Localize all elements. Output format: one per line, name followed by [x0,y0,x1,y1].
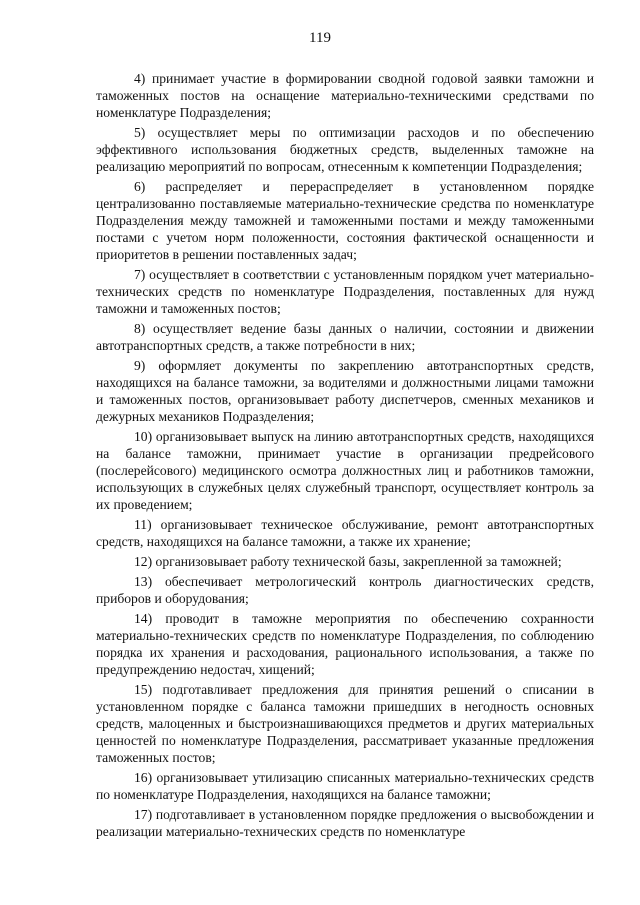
list-item: 6) распределяет и перераспределяет в установленном порядке централизованно поставляемые материально-технические средства по номенклатуре Подразделения между таможней и таможенными постами и между таможенными постами с учетом норм положенности, состояния фактической оснащенности и приоритетов в решении поставленных задач; [96,179,594,262]
list-item: 17) подготавливает в установленном порядке предложения о высвобождении и реализации материально-технических средств по номенклатуре [96,807,594,839]
list-item: 15) подготавливает предложения для принятия решений о списании в установленном порядке с баланса таможни пришедших в негодность основных средств, малоценных и быстроизнашивающихся предметов и других материальных ценностей по номенклатуре Подразделения, рассматривает указанные предложения таможенных постов; [96,682,594,765]
list-item: 14) проводит в таможне мероприятия по обеспечению сохранности материально-технических средств по номенклатуре Подразделения, по соблюдению порядка их хранения и расходования, рационального использования, а также по предупреждению недостач, хищений; [96,611,594,677]
list-item: 9) оформляет документы по закреплению автотранспортных средств, находящихся на балансе таможни, за водителями и должностными лицами таможни и таможенных постов, организовывает работу диспетчеров, сменных механиков и дежурных механиков Подразделения; [96,358,594,424]
list-item: 5) осуществляет меры по оптимизации расходов и по обеспечению эффективного использования бюджетных средств, выделенных таможне на реализацию мероприятий по вопросам, отнесенным к компетенции Подразделения; [96,125,594,174]
list-item: 4) принимает участие в формировании сводной годовой заявки таможни и таможенных постов на оснащение материально-техническими средствами по номенклатуре Подразделения; [96,71,594,120]
list-item: 8) осуществляет ведение базы данных о наличии, состоянии и движении автотранспортных средств, а также потребности в них; [96,321,594,353]
document-body [96,70,594,843]
list-item: 13) обеспечивает метрологический контроль диагностических средств, приборов и оборудования; [96,574,594,606]
list-item: 16) организовывает утилизацию списанных материально-технических средств по номенклатуре Подразделения, находящихся на балансе таможни; [96,770,594,802]
page-number: 119 [309,30,331,46]
list-item: 11) организовывает техническое обслуживание, ремонт автотранспортных средств, находящихся на балансе таможни, а также их хранение; [96,517,594,549]
list-item: 12) организовывает работу технической базы, закрепленной за таможней; [134,554,562,569]
list-item: 10) организовывает выпуск на линию автотранспортных средств, находящихся на балансе таможни, принимает участие в организации предрейсового (послерейсового) медицинского осмотра должностных лиц и работников таможни, использующих в служебных целях служебный транспорт, осуществляет контроль за их проведением; [96,429,594,512]
list-item: 7) осуществляет в соответствии с установленным порядком учет материально-технических средств по номенклатуре Подразделения, поставленных для нужд таможни и таможенных постов; [96,267,594,316]
